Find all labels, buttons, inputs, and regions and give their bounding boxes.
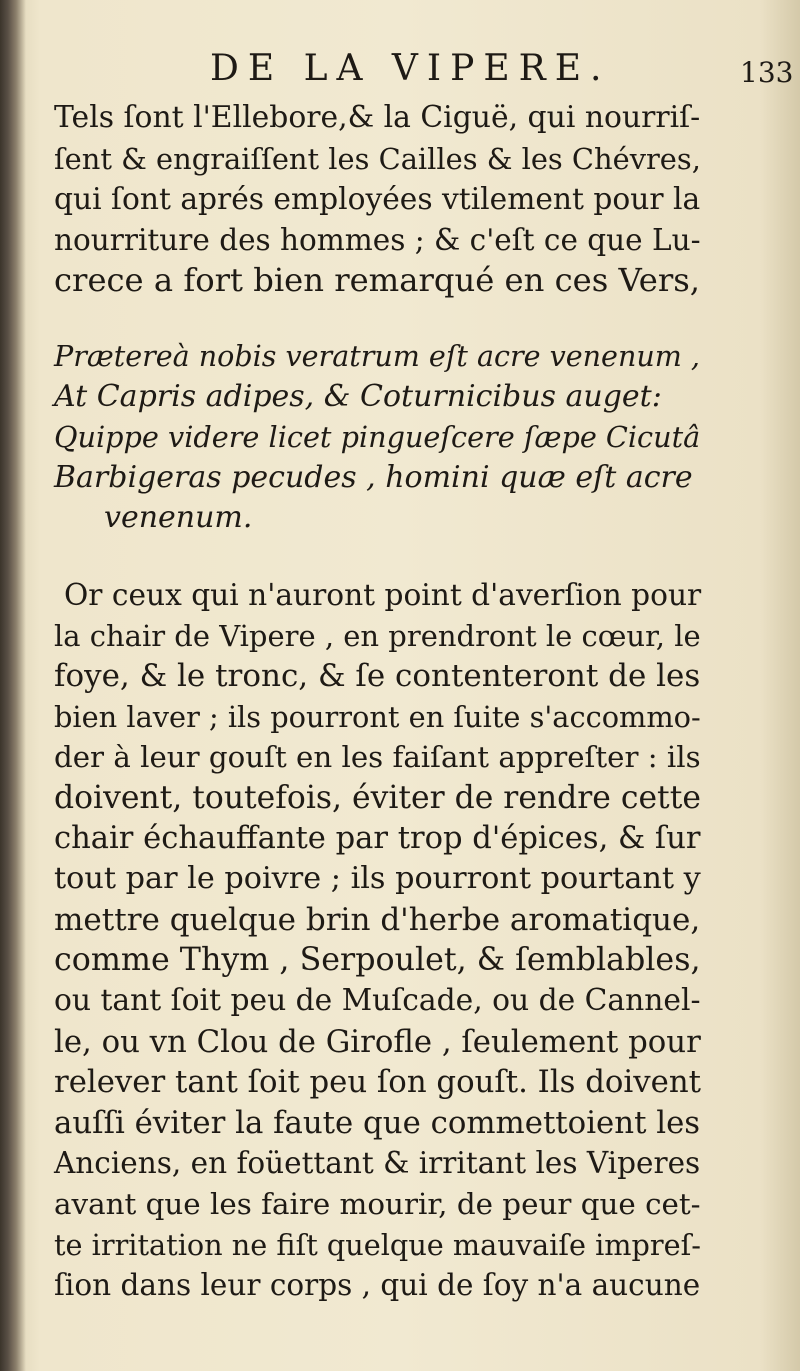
text-line: qui ſont aprés employées vtilement pour la [54, 181, 701, 217]
text-line: doivent, toutefois, éviter de rendre cette [54, 779, 701, 816]
text-line: bien laver ; ils pourront en ſuite s'accommo- [54, 699, 701, 734]
page-header [0, 48, 800, 98]
text-line: ou tant ſoit peu de Muſcade, ou de Cannel- [54, 982, 701, 1018]
page-number: 133 [740, 56, 794, 89]
text-line: te irritation ne fiſt quelque mauvaiſe impreſ- [54, 1227, 701, 1262]
verse-line: Barbigeras pecudes , homini quæ eſt acre [54, 459, 693, 495]
verse-line: Prætereà nobis veratrum eſt acre venenum , [54, 339, 700, 373]
text-line: ſent & engraiſſent les Cailles & les Chévres, [54, 141, 701, 176]
paragraph-2 [54, 575, 704, 1306]
verse-line: Quippe videre licet pingueſcere ſæpe Cicutâ [54, 420, 701, 454]
text-line: Tels ſont l'Ellebore,& la Ciguë, qui nourriſ- [54, 100, 701, 135]
text-line: crece a fort bien remarqué en ces Vers, [54, 261, 701, 300]
text-line: auſſi éviter la faute que commettoient les [54, 1104, 701, 1141]
text-line: tout par le poivre ; ils pourront pourtant y [54, 861, 701, 897]
latin-verse-quotation [54, 336, 704, 539]
text-line: le, ou vn Clou de Girofle , ſeulement pour [54, 1023, 701, 1060]
text-line: comme Thym , Serpoulet, & ſemblables, [54, 942, 701, 979]
running-title: DE LA VIPERE. [210, 48, 611, 89]
text-line: la chair de Vipere , en prendront le cœur, le [54, 618, 701, 653]
text-line: relever tant ſoit peu ſon gouſt. Ils doivent [54, 1064, 701, 1101]
paragraph-1 [54, 98, 704, 301]
text-line: Or ceux qui n'auront point d'averſion pour [64, 577, 702, 612]
verse-line: At Capris adipes, & Coturnicibus auget: [54, 378, 662, 414]
text-line: nourriture des hommes ; & c'eſt ce que Lu- [54, 222, 701, 257]
text-line: der à leur gouſt en les faiſant appreſter : ils [54, 740, 701, 775]
text-line: mettre quelque brin d'herbe aromatique, [54, 901, 701, 938]
text-line: ſion dans leur corps , qui de ſoy n'a aucune [54, 1268, 701, 1303]
verse-line: venenum. [104, 500, 253, 535]
text-line: foye, & le tronc, & ſe contenteront de les [54, 658, 701, 695]
text-line: avant que les faire mourir, de peur que cet- [54, 1186, 701, 1221]
text-line: Anciens, en foüettant & irritant les Viperes [54, 1146, 701, 1181]
book-spine-shadow [0, 0, 26, 1371]
text-line: chair échauffante par trop d'épices, & ſur [54, 820, 701, 856]
